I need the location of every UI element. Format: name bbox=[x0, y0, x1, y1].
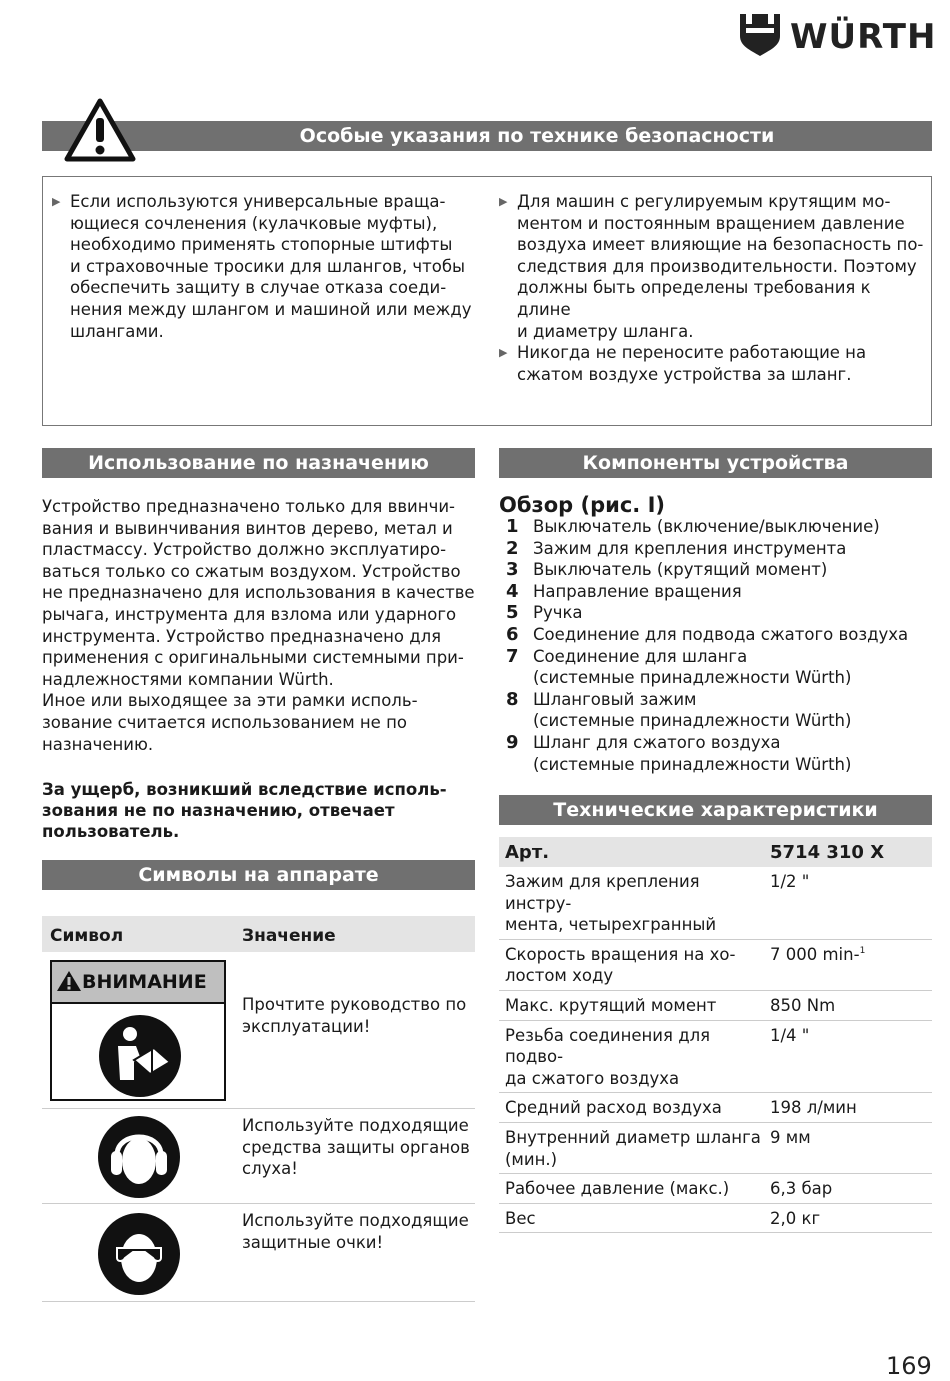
col-meaning: Значение bbox=[242, 926, 336, 946]
table-row bbox=[42, 952, 475, 1109]
table-row bbox=[42, 1204, 475, 1302]
symbols-title: Символы на аппарате bbox=[42, 860, 475, 890]
safety-list-left bbox=[42, 191, 482, 342]
eye-protection-icon bbox=[97, 1212, 181, 1296]
safety-list-right bbox=[489, 191, 929, 385]
list-item: 6 Соединение для подвода сжатого воздуха bbox=[506, 623, 909, 645]
specs-title: Технические характеристики bbox=[499, 795, 932, 825]
table-header bbox=[499, 837, 932, 867]
safety-section-title bbox=[42, 121, 932, 151]
list-item: 8 Шланговый зажим (системные принадлежности Würth) bbox=[506, 688, 852, 731]
components-list bbox=[499, 516, 908, 775]
safety-item: ▶ Никогда не переносите работающие на сжатом воздухе устройства за шланг. bbox=[489, 342, 929, 385]
list-item: 2 Зажим для крепления инструмента bbox=[506, 537, 847, 559]
table-row: Вес 2,0 кг bbox=[499, 1204, 932, 1234]
brand-name: WÜRTH bbox=[790, 17, 937, 57]
table-header bbox=[42, 916, 475, 952]
symbols-table bbox=[42, 916, 475, 1302]
table-row bbox=[42, 1109, 475, 1204]
intended-use-text: Устройство предназначено только для ввинчи- вания и вывинчивания винтов дерево, метал и пластмассу. Устройство должно эксплуатиро- ваться только со сжатым воздухом. Устройство не предназначено для использования в качестве рычага, инструмента для взлома или ударного инструмента. Устройство предназначено для применения с оригинальными системными при- надлежностями компании Würth. Иное или выходящее за эти рамки исполь- зование считается использованием не по назначению. bbox=[42, 497, 475, 754]
attention-sign bbox=[50, 960, 226, 1101]
warning-triangle-icon bbox=[56, 970, 82, 992]
symbol-meaning: Используйте подходящие защитные очки! bbox=[242, 1211, 469, 1252]
list-item: 9 Шланг для сжатого воздуха (системные принадлежности Würth) bbox=[506, 731, 852, 774]
list-item: 3 Выключатель (крутящий момент) bbox=[506, 559, 828, 581]
head-value: 5714 310 X bbox=[770, 842, 885, 863]
safety-item: ▶ Для машин с регулируемым крутящим мо- ментом и постоянным вращением давление воздуха имеет влияющие на безопасность по- следствия для производительности. Поэтому должны быть определены требования к длине и диаметру шланга. bbox=[489, 191, 929, 342]
table-row: Макс. крутящий момент 850 Nm bbox=[499, 991, 932, 1021]
symbol-meaning: Используйте подходящие средства защиты органов слуха! bbox=[242, 1116, 470, 1179]
table-row: Внутренний диаметр шланга (мин.) 9 мм bbox=[499, 1123, 932, 1174]
symbol-meaning: Прочтите руководство по эксплуатации! bbox=[242, 995, 467, 1036]
read-manual-icon bbox=[98, 1014, 182, 1098]
intended-use-title: Использование по назначению bbox=[42, 448, 475, 478]
col-symbol: Символ bbox=[50, 926, 124, 946]
warning-triangle-icon bbox=[64, 98, 136, 162]
intended-use-warning: За ущерб, возникший вследствие исполь- зования не по назначению, отвечает пользователь. bbox=[42, 780, 447, 841]
safety-title-text: Особые указания по технике безопасности bbox=[299, 125, 775, 147]
table-row: Рабочее давление (макс.) 6,3 бар bbox=[499, 1174, 932, 1204]
table-row: Средний расход воздуха 198 л/мин bbox=[499, 1093, 932, 1123]
components-title: Компоненты устройства bbox=[499, 448, 932, 478]
attention-header bbox=[52, 962, 224, 1004]
safety-item: ▶ Если используются универсальные враща- ющиеся сочленения (кулачковые муфты), необходимо применять стопорные штифты и страховочные тросики для шлангов, чтобы обеспечить защиту в случае отказа соеди- нения между шлангом и машиной или между шлангами. bbox=[42, 191, 482, 342]
specs-table bbox=[499, 837, 932, 1233]
list-item: 1 Выключатель (включение/выключение) bbox=[506, 516, 880, 537]
wurth-logo-icon bbox=[740, 14, 780, 56]
list-item: 5 Ручка bbox=[506, 602, 583, 624]
overview-title: Обзор (рис. I) bbox=[499, 493, 665, 517]
attention-label: ВНИМАНИЕ bbox=[82, 971, 207, 993]
page-number: 169 bbox=[886, 1352, 932, 1380]
list-item: 7 Соединение для шланга (системные принадлежности Würth) bbox=[506, 645, 852, 688]
table-row: Зажим для крепления инстру- мента, четырехгранный 1/2 " bbox=[499, 867, 932, 940]
wurth-logo bbox=[740, 14, 936, 58]
list-item: 4 Направление вращения bbox=[506, 580, 742, 602]
ear-protection-icon bbox=[97, 1115, 181, 1199]
head-key: Арт. bbox=[505, 842, 550, 863]
table-row: Резьба соединения для подво- да сжатого воздуха 1/4 " bbox=[499, 1021, 932, 1094]
table-row: Скорость вращения на хо- лостом ходу 7 000 min-$^1$ bbox=[499, 940, 932, 991]
